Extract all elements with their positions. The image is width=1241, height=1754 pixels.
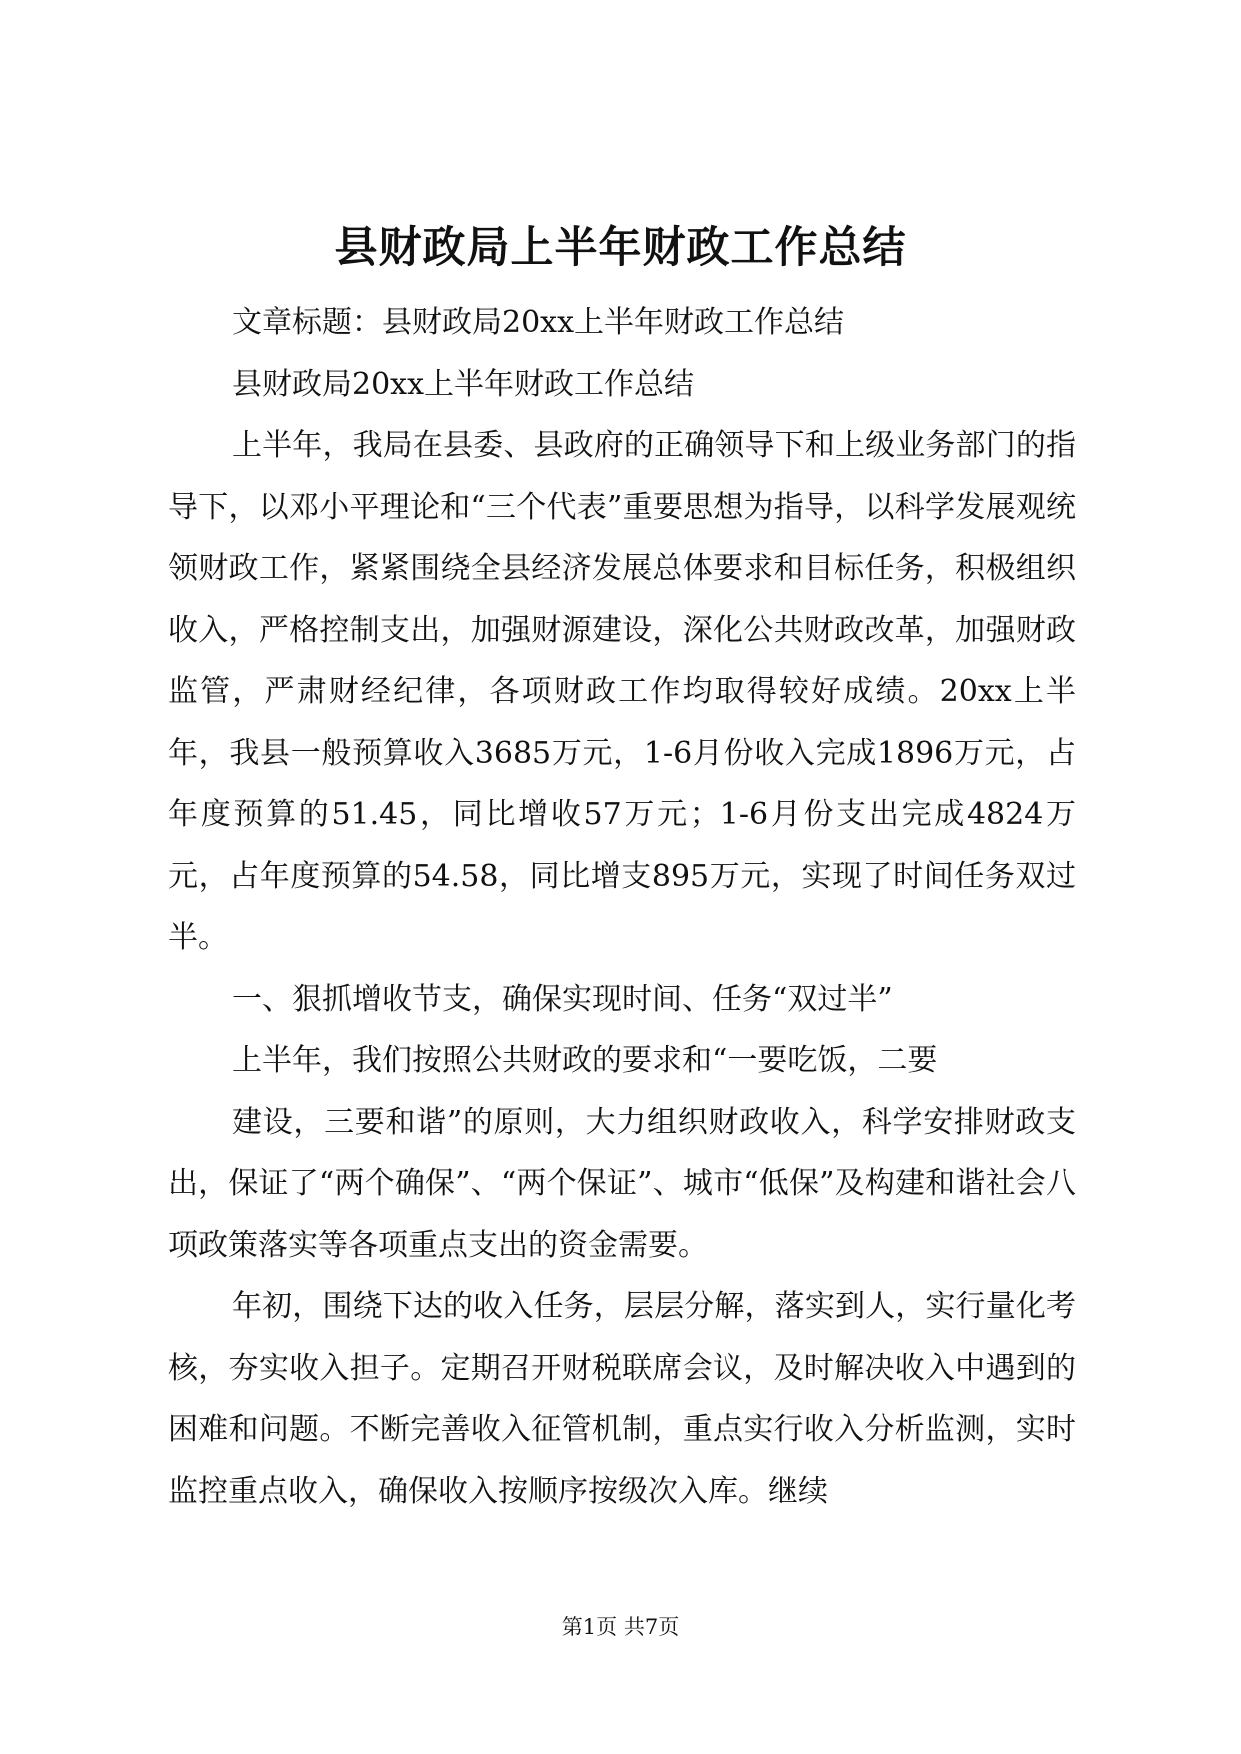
paragraph-intro: 上半年，我局在县委、县政府的正确领导下和上级业务部门的指导下，以邓小平理论和“三个代表”重要思想为指导，以科学发展观统领财政工作，紧紧围绕全县经济发展总体要求和目标任务，积极组织收入，严格控制支出，加强财源建设，深化公共财政改革，加强财政监管，严肃财经纪律，各项财政工作均取得较好成绩。20xx上半年，我县一般预算收入3685万元，1-6月份收入完成1896万元，占年度预算的51.45，同比增收57万元；1-6月份支出完成4824万元，占年度预算的54.58，同比增支895万元，实现了时间任务双过半。 (168, 428, 1076, 955)
section-heading-1: 一、狠抓增收节支，确保实现时间、任务“双过半” (232, 981, 893, 1017)
document-title: 县财政局上半年财政工作总结 (334, 223, 907, 273)
paragraph-principle-start: 上半年，我们按照公共财政的要求和“一要吃饭，二要 (232, 1043, 938, 1078)
subtitle-line: 县财政局20xx上半年财政工作总结 (232, 366, 695, 402)
document-body (168, 292, 1076, 1522)
paragraph-principle-continued: 建设，三要和谐”的原则，大力组织财政收入，科学安排财政支出，保证了“两个确保”、“两个保证”、城市“低保”及构建和谐社会八项政策落实等各项重点支出的资金需要。 (168, 1104, 1076, 1263)
page-footer: 第1页 共7页 (561, 1615, 680, 1639)
paragraph-revenue-tasks: 年初，围绕下达的收入任务，层层分解，落实到人，实行量化考核，夯实收入担子。定期召开财税联席会议，及时解决收入中遇到的困难和问题。不断完善收入征管机制，重点实行收入分析监测，实时监控重点收入，确保收入按顺序按级次入库。继续 (168, 1289, 1076, 1509)
article-title-line: 文章标题：县财政局20xx上半年财政工作总结 (232, 305, 845, 340)
